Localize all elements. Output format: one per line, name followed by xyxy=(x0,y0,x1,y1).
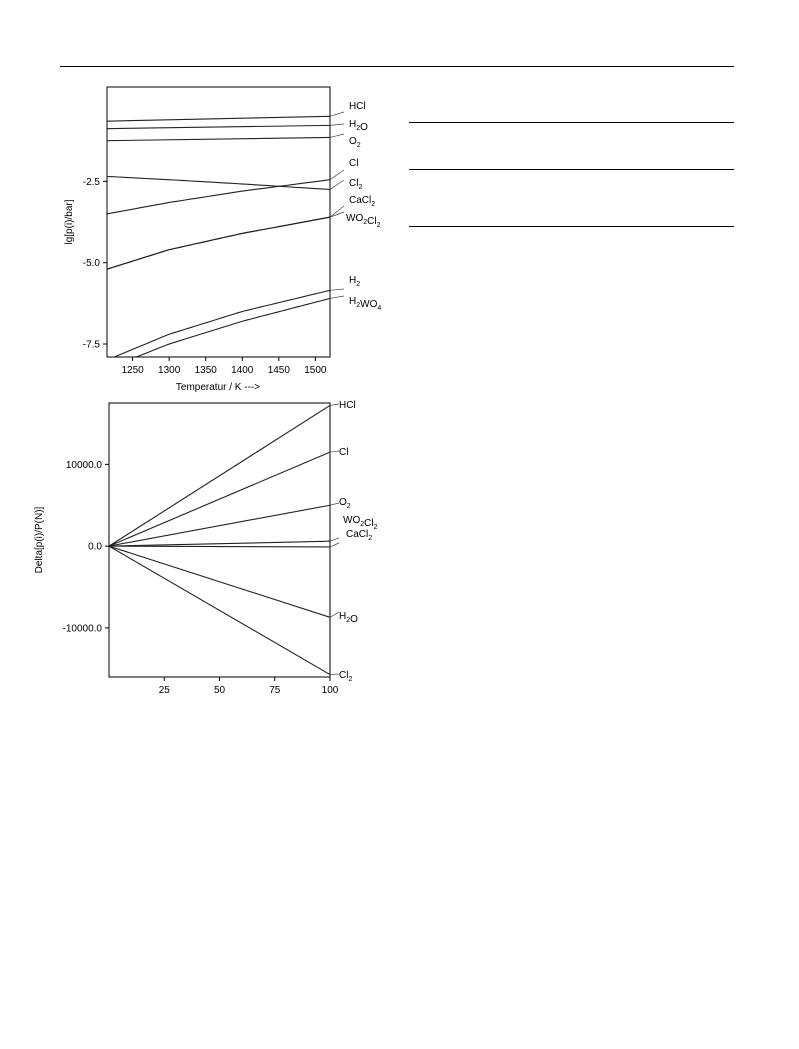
x-axis-title-1: Temperatur / K ---> xyxy=(175,382,261,393)
series-line-2-3 xyxy=(109,541,330,546)
x-tick-label-1-5: 1500 xyxy=(304,365,327,376)
series-line-2-4 xyxy=(109,546,330,547)
y-tick-label-1-0: -2.5 xyxy=(82,176,100,188)
y-tick-label-2-0: 10000.0 xyxy=(65,459,102,471)
leader-line-2-2 xyxy=(330,503,339,505)
series-label-1-1: $H_2O$ xyxy=(349,119,368,133)
series-label-1-7: $H_2$ xyxy=(349,275,361,288)
x-tick-label-1-1: 1300 xyxy=(158,365,181,376)
series-label-1-5: CaCl$_2$ xyxy=(349,195,376,208)
series-label-1-6: $WO_2Cl_2$ xyxy=(346,213,381,229)
series-label-2-5: $H_2O$ xyxy=(339,611,358,625)
y-tick-label-2-2: -10000.0 xyxy=(62,623,102,635)
series-label-2-4: CaCl$_2$ xyxy=(346,529,373,542)
y-tick-label-2-1: 0.0 xyxy=(88,541,102,553)
x-tick-label-1-3: 1400 xyxy=(231,365,254,376)
series-line-2-6 xyxy=(109,546,330,674)
x-tick-label-2-0: 25 xyxy=(158,685,170,696)
series-label-2-1: Cl xyxy=(339,447,349,458)
series-label-2-0: HCl xyxy=(339,400,356,411)
y-tick-label-1-2: -7.5 xyxy=(82,339,100,351)
series-label-2-3: $WO_2Cl_2$ xyxy=(343,515,378,531)
leader-line-2-5 xyxy=(330,612,339,617)
x-tick-label-1-2: 1350 xyxy=(194,365,217,376)
x-tick-label-1-4: 1450 xyxy=(267,365,290,376)
leader-line-2-4 xyxy=(330,543,339,547)
series-line-2-0 xyxy=(109,405,330,546)
leader-line-2-6 xyxy=(330,674,339,675)
leader-line-2-0 xyxy=(330,404,339,405)
series-line-2-1 xyxy=(109,452,330,546)
x-tick-label-2-1: 50 xyxy=(213,685,226,696)
y-tick-label-1-1: -5.0 xyxy=(82,258,100,270)
y-axis-title-1: lg[p(i)/bar] xyxy=(64,199,75,245)
leader-line-2-3 xyxy=(330,538,339,541)
x-tick-label-1-0: 1250 xyxy=(121,365,144,376)
x-tick-label-2-2: 75 xyxy=(269,685,281,696)
series-label-2-2: $O_2$ xyxy=(339,497,351,510)
series-label-1-0: HCl xyxy=(349,101,366,112)
leader-line-2-1 xyxy=(330,451,339,452)
series-label-2-6: $Cl_2$ xyxy=(339,670,353,683)
x-tick-label-2-3: 100 xyxy=(321,685,339,696)
series-label-1-4: $Cl_2$ xyxy=(349,178,363,191)
y-axis-title-2: Delta[p(i)/P(N)] xyxy=(34,506,45,574)
series-line-2-2 xyxy=(109,505,330,546)
series-line-2-5 xyxy=(109,546,330,617)
series-label-1-3: Cl xyxy=(349,158,359,169)
series-label-1-2: $O_2$ xyxy=(349,136,361,149)
series-label-1-8: $H_2WO_4$ xyxy=(349,296,382,312)
